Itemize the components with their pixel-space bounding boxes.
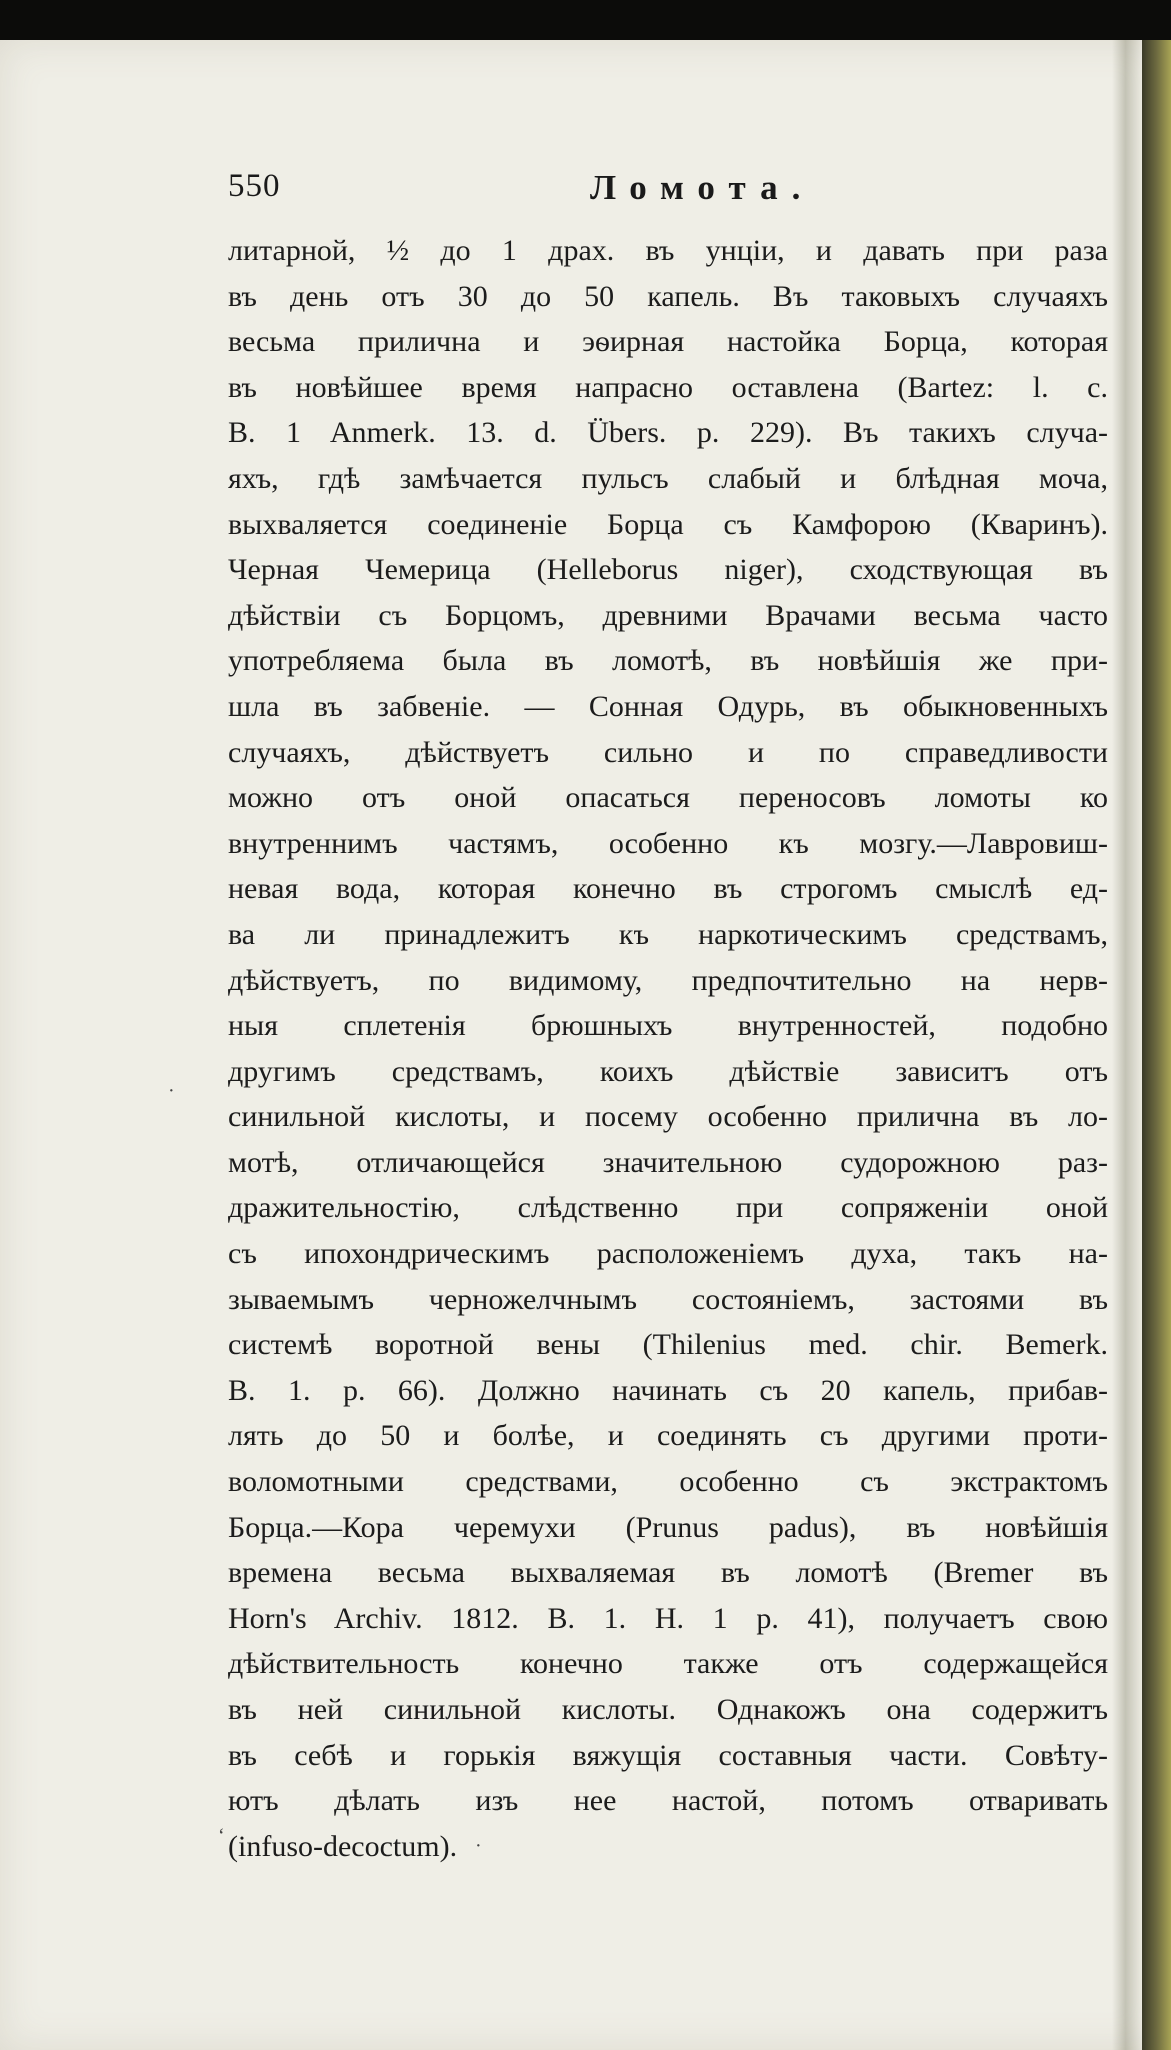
text-line: невая вода, которая конечно въ строгомъ смыслѣ ед-	[228, 872, 1108, 906]
text-line: яхъ, гдѣ замѣчается пульсъ слабый и блѣдная моча,	[228, 461, 1108, 495]
text-line: системѣ воротной вены (Thilenius med. chir. Bemerk.	[228, 1328, 1108, 1362]
page-header	[228, 162, 1088, 222]
text-line: синильной кислоты, и посему особенно прилична въ ло-	[228, 1100, 1108, 1134]
text-line: лять до 50 и болѣе, и соединять съ другими проти-	[228, 1419, 1108, 1453]
text-line: дражительностію, слѣдственно при сопряженіи оной	[228, 1191, 1108, 1225]
text-line: въ новѣйшее время напрасно оставлена (Bartez: l. c.	[228, 370, 1108, 404]
text-line: ва ли принадлежитъ къ наркотическимъ средствамъ,	[228, 917, 1108, 951]
text-line: шла въ забвеніе. — Сонная Одурь, въ обыкновенныхъ	[228, 689, 1108, 723]
book-edge	[1142, 40, 1171, 2050]
page-gutter-shadow	[1112, 40, 1142, 2050]
page-number: 550	[228, 168, 281, 204]
running-title: Ломота.	[590, 168, 815, 207]
text-line: выхваляется соединеніе Борца съ Камфорою (Кваринъ).	[228, 507, 1108, 541]
text-line: внутреннимъ частямъ, особенно къ мозгу.—Лавровиш-	[228, 826, 1108, 860]
text-line: дѣйствіи съ Борцомъ, древними Врачами весьма часто	[228, 598, 1108, 632]
text-line: ныя сплетенія брюшныхъ внутренностей, подобно	[228, 1009, 1108, 1043]
text-line: дѣйствительность конечно также отъ содержащейся	[228, 1647, 1108, 1681]
text-line: въ день отъ 30 до 50 капель. Въ таковыхъ случаяхъ	[228, 279, 1108, 313]
text-line: зываемымъ черножелчнымъ состояніемъ, застоями въ	[228, 1282, 1108, 1316]
text-line: употребляема была въ ломотѣ, въ новѣйшія же при-	[228, 644, 1108, 678]
text-line: B. 1. p. 66). Должно начинать съ 20 капель, прибав-	[228, 1373, 1108, 1407]
text-line: Horn's Archiv. 1812. B. 1. H. 1 p. 41), получаетъ свою	[228, 1601, 1108, 1635]
text-line: другимъ средствамъ, коихъ дѣйствіе зависитъ отъ	[228, 1054, 1108, 1088]
text-line: съ ипохондрическимъ расположеніемъ духа, такъ на-	[228, 1237, 1108, 1271]
text-line: мотѣ, отличающейся значительною судорожною раз-	[228, 1145, 1108, 1179]
body-text	[228, 228, 1108, 1869]
text-line: въ ней синильной кислоты. Однакожъ она содержитъ	[228, 1693, 1108, 1726]
ink-speck: ·	[475, 1835, 482, 1857]
text-line: (infuso-decoctum).	[228, 1829, 458, 1863]
text-line: литарной, ½ до 1 драх. въ унціи, и давать при раза	[228, 234, 1108, 267]
ink-speck: ʻ	[218, 1825, 225, 1847]
text-line: въ себѣ и горькія вяжущія составныя части. Совѣту-	[228, 1738, 1108, 1772]
text-line: случаяхъ, дѣйствуетъ сильно и по справедливости	[228, 735, 1108, 769]
ink-speck: ·	[168, 1080, 175, 1102]
text-line: воломотными средствами, особенно съ экстрактомъ	[228, 1465, 1108, 1499]
text-line: Черная Чемерица (Helleborus niger), сходствующая въ	[228, 553, 1108, 587]
text-line: дѣйствуетъ, по видимому, предпочтительно на нерв-	[228, 963, 1108, 997]
text-line: можно отъ оной опасаться переносовъ ломоты ко	[228, 781, 1108, 815]
text-line: весьма прилична и эѳирная настойка Борца, которая	[228, 325, 1108, 359]
text-line: ютъ дѣлать изъ нее настой, потомъ отваривать	[228, 1784, 1108, 1818]
text-line: B. 1 Anmerk. 13. d. Übers. p. 229). Въ такихъ случа-	[228, 416, 1108, 450]
text-line: времена весьма выхваляемая въ ломотѣ (Bremer въ	[228, 1556, 1108, 1590]
text-line: Борца.—Кора черемухи (Prunus padus), въ новѣйшія	[228, 1510, 1108, 1544]
